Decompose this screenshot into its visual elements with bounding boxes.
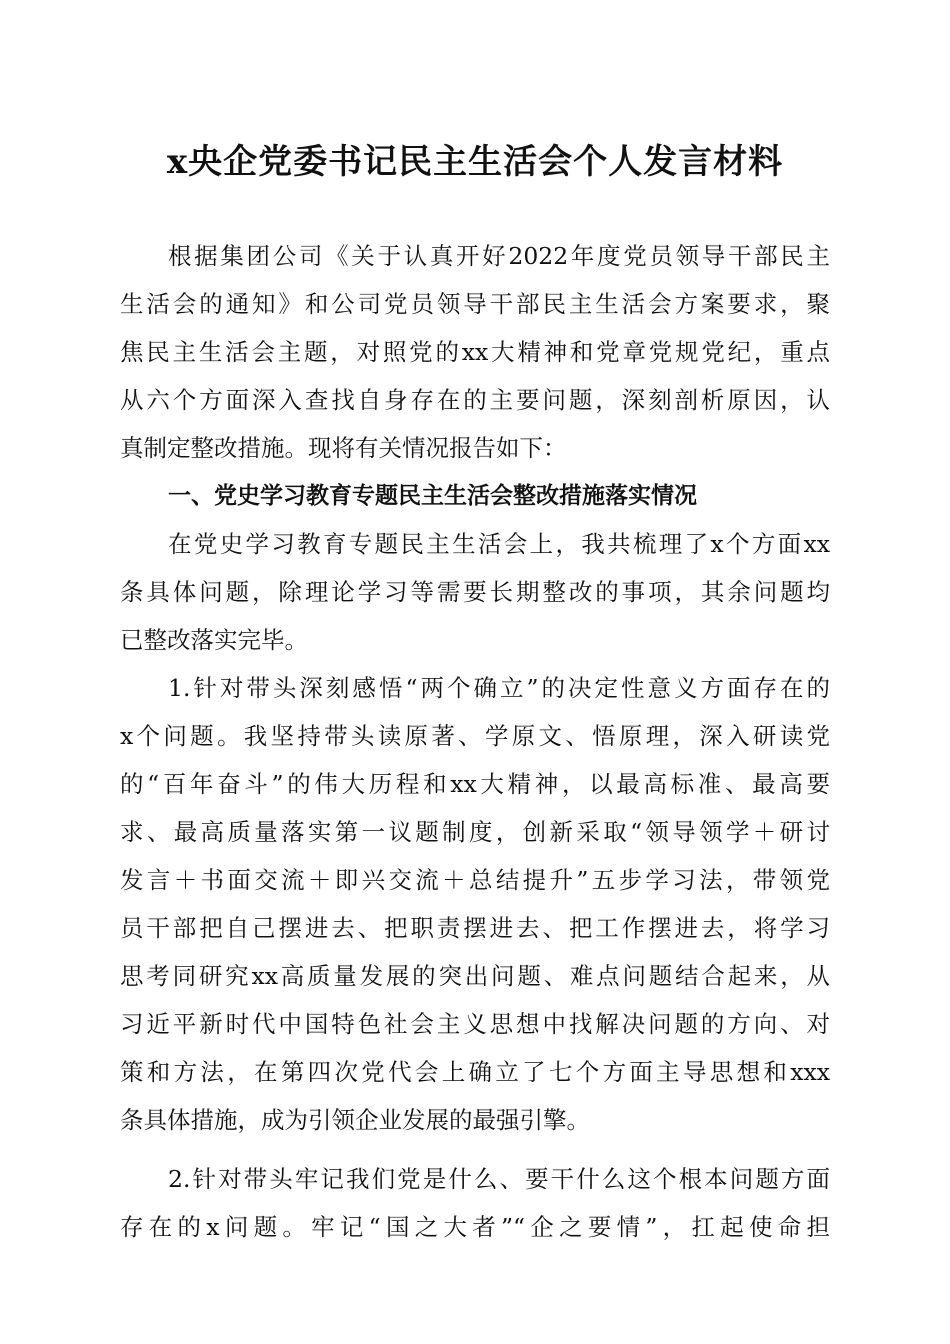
numbered-item-2 [120, 1155, 830, 1251]
text-line: 求、最高质量落实第一议题制度，创新采取“领导领学＋研讨 [120, 818, 830, 846]
numbered-item-1 [120, 664, 830, 1144]
text-line: 2.针对带头牢记我们党是什么、要干什么这个根本问题方面 [168, 1165, 830, 1193]
text-line: 从六个方面深入查找自身存在的主要问题，深刻剖析原因，认 [120, 386, 830, 414]
text-line: 根据集团公司《关于认真开好2022年度党员领导干部民主 [168, 242, 830, 270]
text-line: 策和方法，在第四次党代会上确立了七个方面主导思想和xxx [120, 1058, 830, 1086]
text-line: 已整改落实完毕。 [120, 626, 308, 654]
text-line: 条具体措施，成为引领企业发展的最强引擎。 [120, 1106, 590, 1134]
text-line: 员干部把自己摆进去、把职责摆进去、把工作摆进去，将学习 [120, 914, 830, 942]
text-line: 焦民主生活会主题，对照党的xx大精神和党章党规党纪，重点 [120, 338, 830, 366]
document-title: x央企党委书记民主生活会个人发言材料 [166, 142, 784, 182]
text-line: 在党史学习教育专题民主生活会上，我共梳理了x个方面xx [168, 530, 830, 558]
section-paragraph [120, 520, 830, 664]
text-line: 发言＋书面交流＋即兴交流＋总结提升”五步学习法，带领党 [120, 866, 830, 894]
text-line: 生活会的通知》和公司党员领导干部民主生活会方案要求，聚 [120, 290, 830, 318]
text-line: x个问题。我坚持带头读原著、学原文、悟原理，深入研读党 [120, 722, 830, 750]
paragraph-gap [120, 1144, 830, 1155]
text-line: 习近平新时代中国特色社会主义思想中找解决问题的方向、对 [120, 1010, 830, 1038]
text-line: 思考同研究xx高质量发展的突出问题、难点问题结合起来，从 [120, 962, 830, 990]
document-body [120, 232, 830, 1251]
text-line: 条具体问题，除理论学习等需要长期整改的事项，其余问题均 [120, 578, 830, 606]
intro-paragraph [120, 232, 830, 472]
text-line: 存在的x问题。牢记“国之大者”“企之要情”，扛起使命担 [120, 1213, 830, 1241]
text-line: 真制定整改措施。现将有关情况报告如下： [120, 434, 567, 462]
section-heading: 一、党史学习教育专题民主生活会整改措施落实情况 [168, 483, 697, 509]
text-line: 的“百年奋斗”的伟大历程和xx大精神，以最高标准、最高要 [120, 770, 830, 798]
text-line: 1.针对带头深刻感悟“两个确立”的决定性意义方面存在的 [168, 674, 830, 702]
